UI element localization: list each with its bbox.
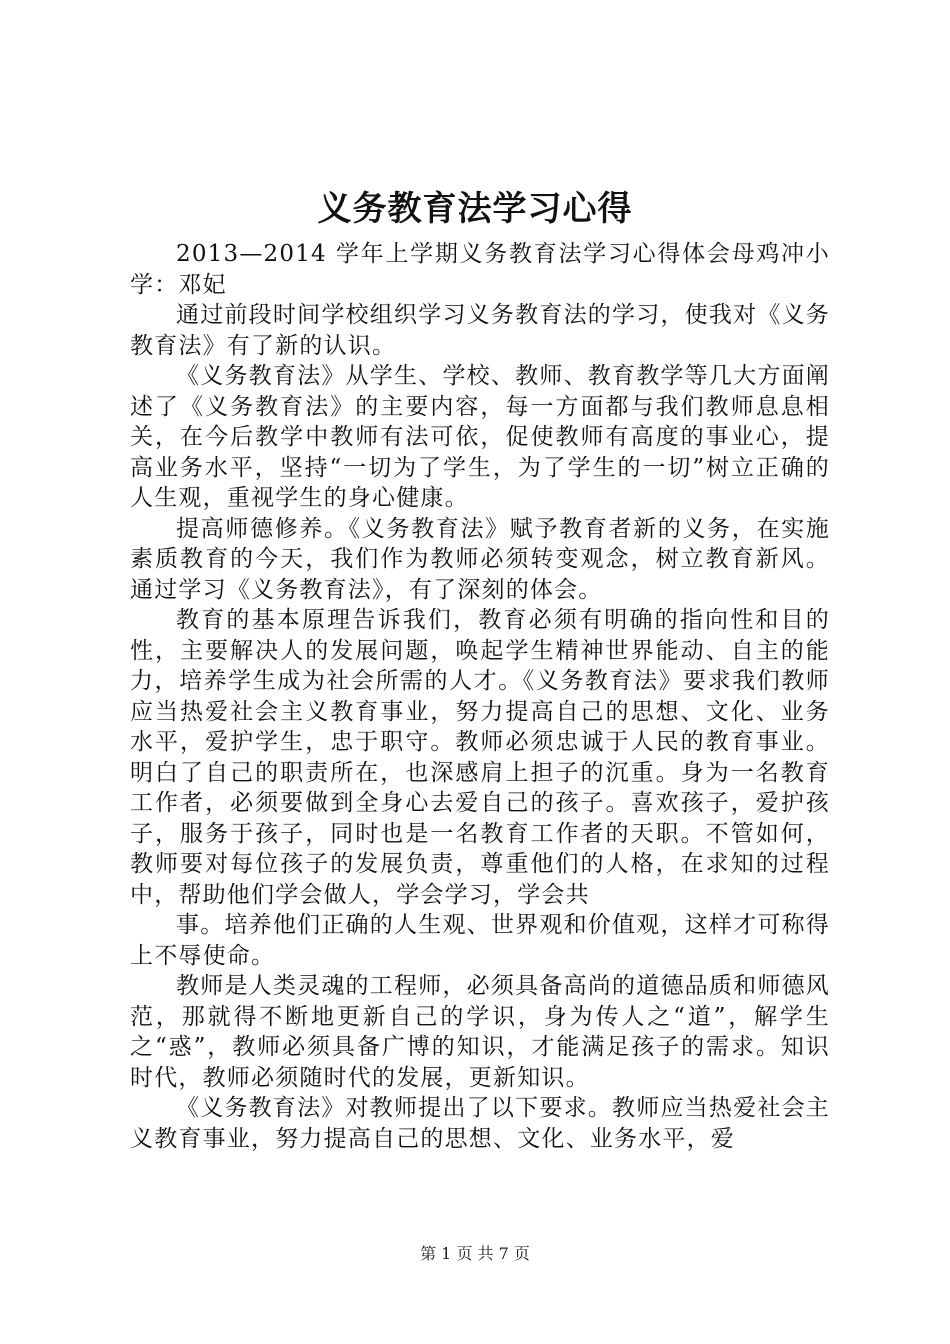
- page-number-footer: 第 1 页 共 7 页: [420, 1244, 530, 1263]
- paragraph-mission: 事。培养他们正确的人生观、世界观和价值观，这样才可称得上不辱使命。: [130, 912, 830, 969]
- document-body: [130, 239, 830, 1154]
- document-title: 义务教育法学习心得: [317, 189, 633, 229]
- paragraph-soul-engineer: 教师是人类灵魂的工程师，必须具备高尚的道德品质和师德风范，那就得不断地更新自己的学识，身为传人之“道”，解学生之“惑”，教师必须具备广博的知识，才能满足孩子的需求。知识时代，教师必须随时代的发展，更新知识。: [130, 973, 830, 1091]
- paragraph-header-line: 2013—2014 学年上学期义务教育法学习心得体会母鸡冲小学：邓妃: [130, 241, 830, 298]
- paragraph-intro: 通过前段时间学校组织学习义务教育法的学习，使我对《义务教育法》有了新的认识。: [130, 302, 830, 359]
- paragraph-law-overview: 《义务教育法》从学生、学校、教师、教育教学等几大方面阐述了《义务教育法》的主要内容，每一方面都与我们教师息息相关，在今后教学中教师有法可依，促使教师有高度的事业心，提高业务水平，坚持“一切为了学生，为了学生的一切”树立正确的人生观，重视学生的身心健康。: [130, 363, 830, 511]
- paragraph-teacher-ethics: 提高师德修养。《义务教育法》赋予教育者新的义务，在实施素质教育的今天，我们作为教师必须转变观念，树立教育新风。通过学习《义务教育法》，有了深刻的体会。: [130, 515, 830, 603]
- paragraph-education-principle: 教育的基本原理告诉我们，教育必须有明确的指向性和目的性，主要解决人的发展问题，唤起学生精神世界能动、自主的能力，培养学生成为社会所需的人才。《义务教育法》要求我们教师应当热爱社会主义教育事业，努力提高自己的思想、文化、业务水平，爱护学生，忠于职守。教师必须忠诚于人民的教育事业。明白了自己的职责所在，也深感肩上担子的沉重。身为一名教育工作者，必须要做到全身心去爱自己的孩子。喜欢孩子，爱护孩子，服务于孩子，同时也是一名教育工作者的天职。不管如何，教师要对每位孩子的发展负责，尊重他们的人格，在求知的过程中，帮助他们学会做人，学会学习，学会共: [130, 607, 830, 908]
- paragraph-requirements: 《义务教育法》对教师提出了以下要求。教师应当热爱社会主义教育事业，努力提高自己的思想、文化、业务水平，爱: [130, 1095, 830, 1152]
